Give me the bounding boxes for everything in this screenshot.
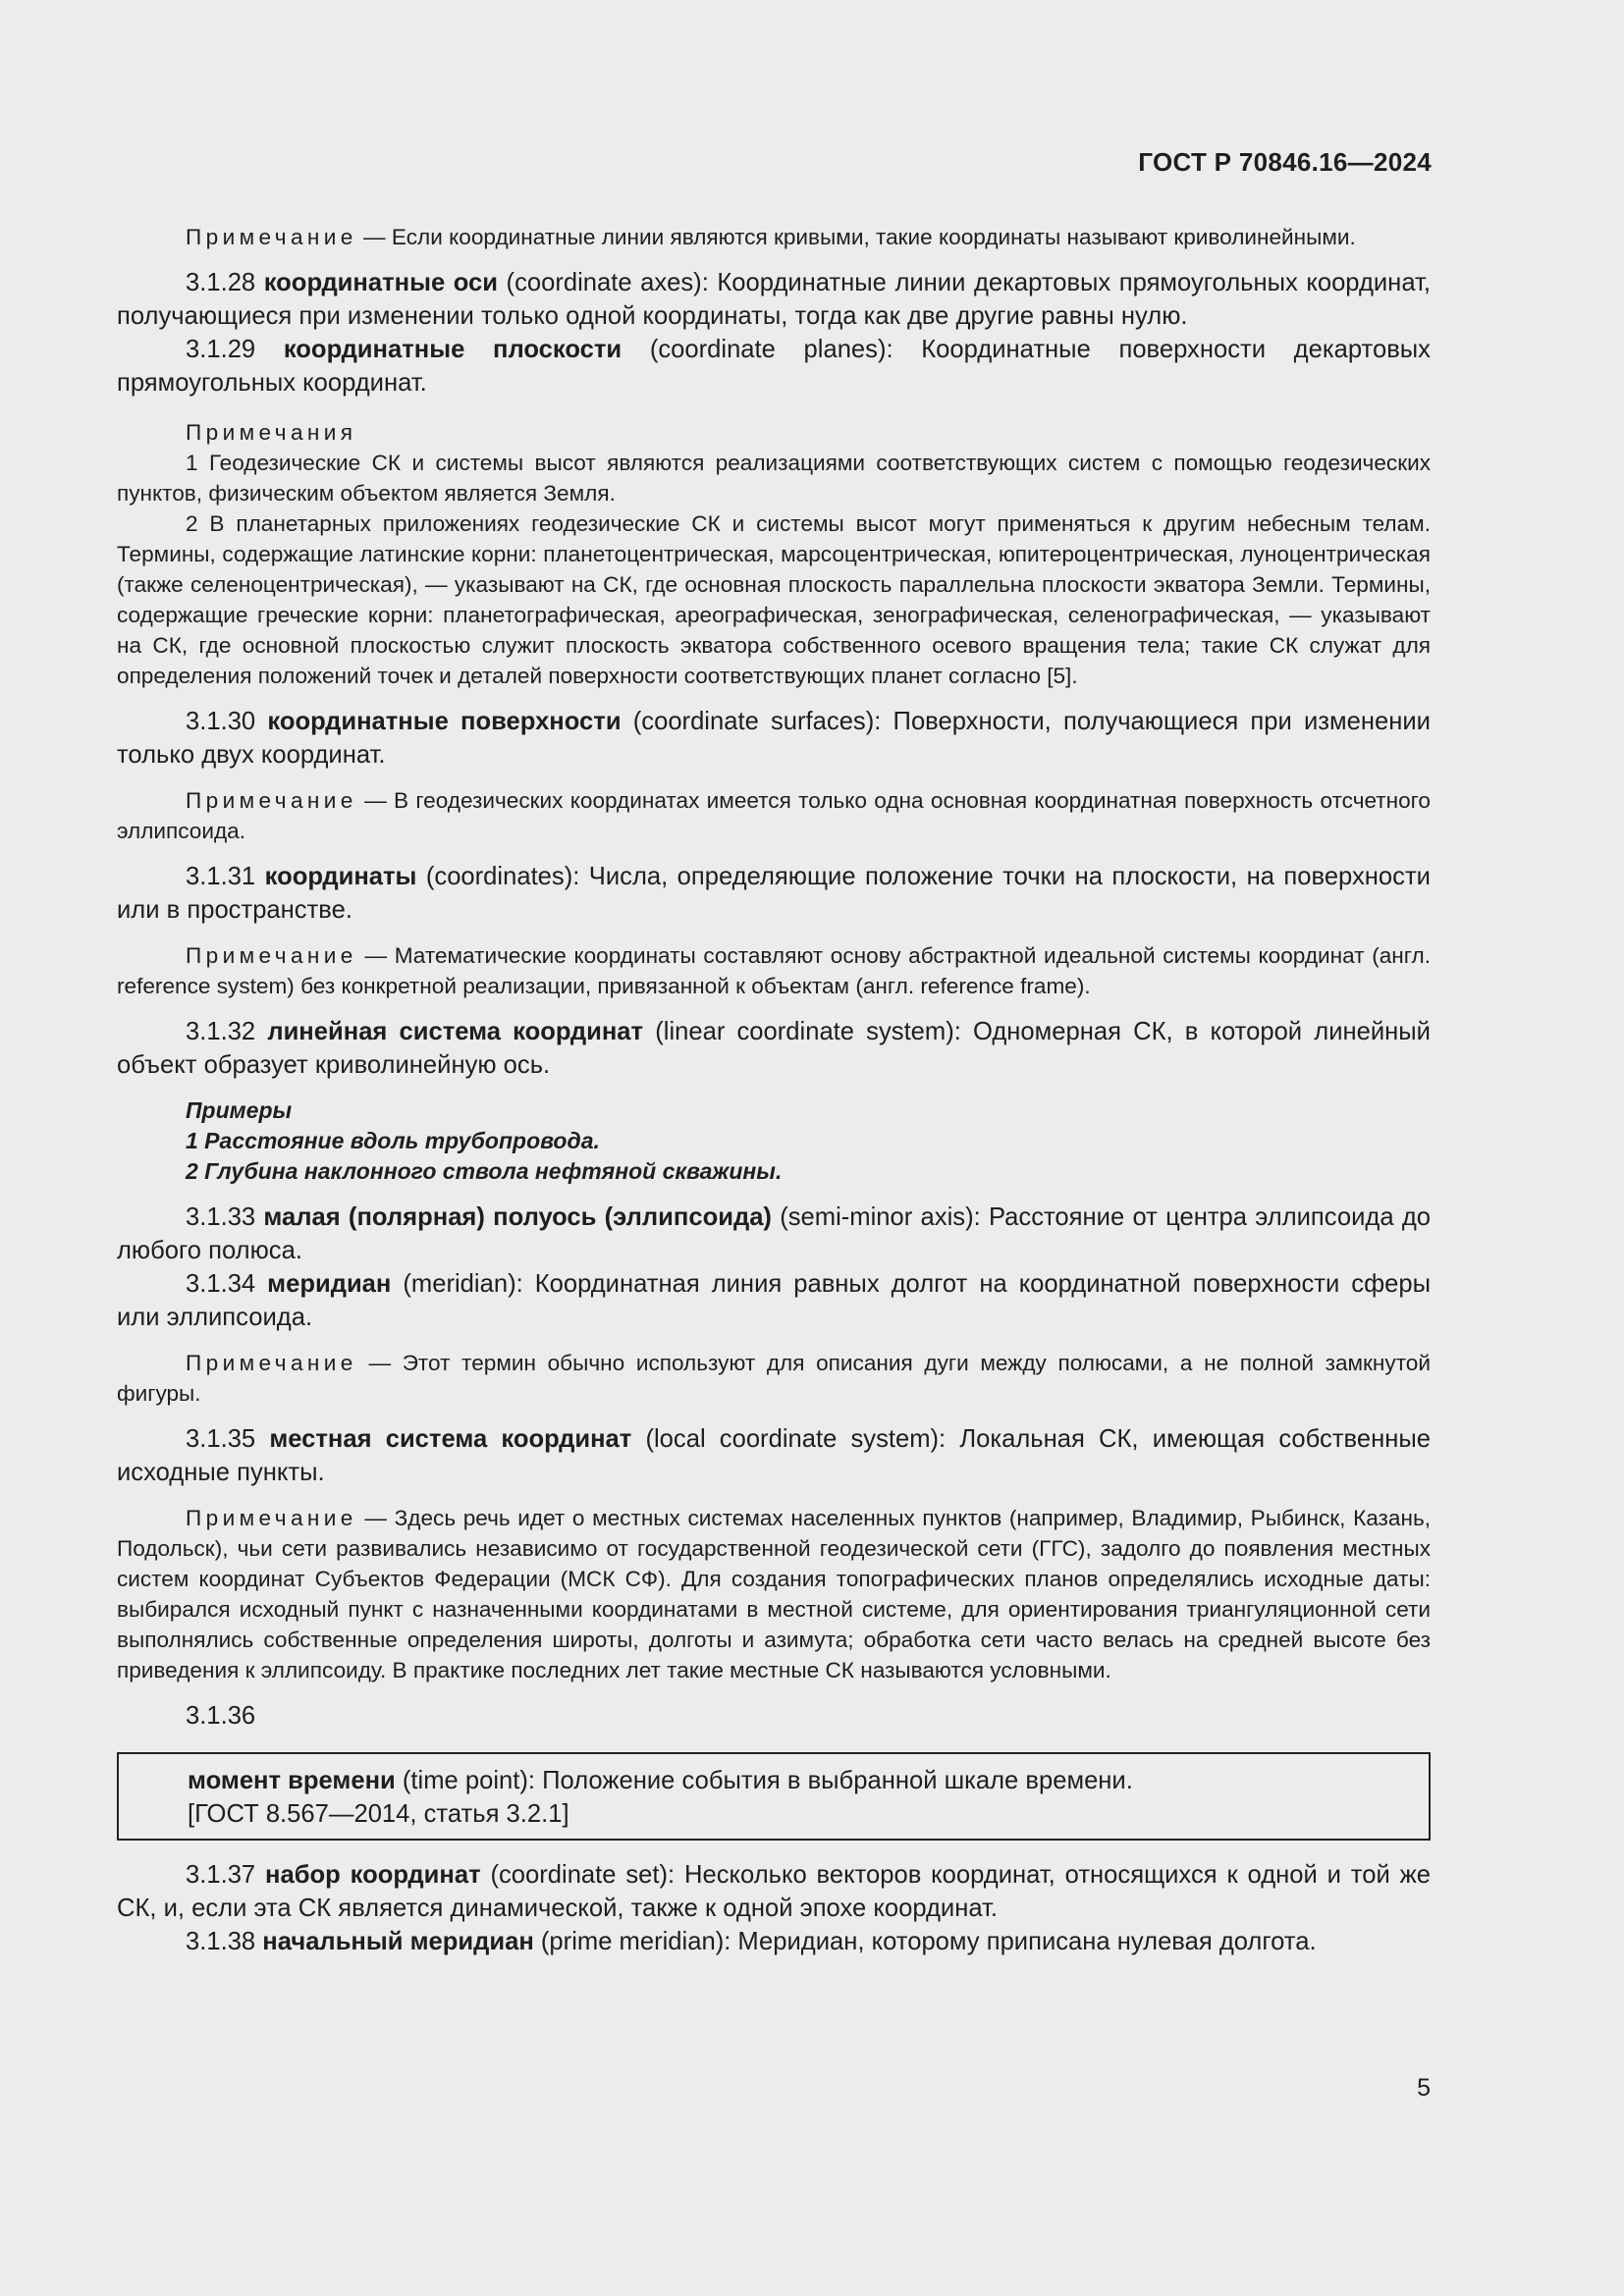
note-item-2: 2 В планетарных приложениях геодезические СК и системы высот могут применяться к другим небесным телам. Термины, содержащие латинские корни: планетоцентрическая, марсоцентрическая, юпитероцентрическая, луноцентрическая (также селеноцентрическая), — указывают на СК, где основная плоскость параллельна плоскости экватора Земли. Термины, содержащие греческие корни: планетографическая, ареографическая, зенографическая, селенографическая, — указывают на СК, где основной плоскостью служит плоскость экватора собственного осевого вращения тела; такие СК служат для определения положений точек и деталей поверхности соответствующих планет согласно [5]. [117,511,1431,688]
document-header: ГОСТ Р 70846.16—2024 [1138,147,1432,177]
note-3-1-34 [117,1348,1431,1409]
entry-number: 3.1.37 [186,1861,266,1889]
entry-definition: (local coordinate system): Локальная СК, имеющая собственные исходные пункты. [117,1425,1431,1486]
note-label: Примечание [186,1506,357,1530]
entry-definition: (linear coordinate system): Одномерная СК, в которой линейный объект образует криволинейную ось. [117,1018,1431,1079]
note-3-1-30 [117,785,1431,846]
entry-3-1-28 [117,266,1431,333]
entry-number: 3.1.38 [186,1928,263,1955]
note-text: — Если координатные линии являются кривыми, такие координаты называют криволинейными. [356,225,1356,249]
entry-definition: (coordinates): Числа, определяющие положение точки на плоскости, на поверхности или в пространстве. [117,863,1431,924]
entry-definition: (semi-minor axis): Расстояние от центра эллипсоида до любого полюса. [117,1203,1431,1264]
entry-definition: (coordinate planes): Координатные поверхности декартовых прямоугольных координат. [117,336,1431,397]
entry-reference: [ГОСТ 8.567—2014, статья 3.2.1] [188,1800,569,1828]
entry-3-1-34 [117,1267,1431,1334]
entry-term: координатные оси [263,269,498,296]
entry-definition: (meridian): Координатная линия равных долгот на координатной поверхности сферы или эллипсоида. [117,1270,1431,1331]
note-label: Примечание [186,1351,357,1375]
entry-3-1-30 [117,705,1431,772]
notes-heading [117,417,1431,448]
entry-term: линейная система координат [267,1018,644,1045]
entry-term: координаты [264,863,417,890]
entry-3-1-36-box [117,1752,1431,1841]
note-text: — Математические координаты составляют основу абстрактной идеальной системы координат (англ. reference system) без конкретной реализации, привязанной к объектам (англ. reference frame). [117,943,1431,998]
entry-3-1-35 [117,1422,1431,1489]
entry-number: 3.1.32 [186,1018,268,1045]
entry-number: 3.1.31 [186,863,265,890]
note-coordinate-lines [117,222,1431,252]
entry-number: 3.1.35 [186,1425,270,1453]
entry-3-1-38 [117,1925,1431,1958]
note-text: — Этот термин обычно используют для описания дуги между полюсами, а не полной замкнутой фигуры. [117,1351,1431,1406]
entry-definition: (prime meridian): Меридиан, которому приписана нулевая долгота. [533,1928,1317,1955]
entry-definition: (coordinate surfaces): Поверхности, получающиеся при изменении только двух координат. [117,708,1431,769]
entry-number: 3.1.28 [186,269,264,296]
note-label: Примечание [186,225,357,249]
entry-definition: (coordinate axes): Координатные линии декартовых прямоугольных координат, получающиеся при изменении только одной координаты, тогда как две другие равны нулю. [117,269,1431,330]
entry-3-1-32 [117,1015,1431,1082]
entry-term: момент времени [188,1767,396,1794]
entry-3-1-36-definition [188,1764,1429,1797]
entry-definition: (time point): Положение события в выбранной шкале времени. [395,1767,1133,1794]
notes-label: Примечания [186,420,357,445]
examples-heading: Примеры [186,1097,293,1123]
entry-definition: (coordinate set): Несколько векторов координат, относящихся к одной и той же СК, и, если эта СК является динамической, также к одной эпохе координат. [117,1861,1431,1922]
note-text: — Здесь речь идет о местных системах населенных пунктов (например, Владимир, Рыбинск, Казань, Подольск), чьи сети развивались независимо от государственной геодезической сети (ГГС), задолго до появления местных систем координат Субъектов Федерации (МСК СФ). Для создания топографических планов определялись исходные даты: выбирался исходный пункт с назначенными координатами в местной системе, для ориентирования триангуляционной сети выполнялись собственные определения широты, долготы и азимута; обработка сети часто велась на средней высоте без приведения к эллипсоиду. В практике последних лет такие местные СК называются условными. [117,1506,1431,1682]
example-item-2: 2 Глубина наклонного ствола нефтяной скважины. [186,1158,783,1184]
entry-term: малая (полярная) полуось (эллипсоида) [263,1203,772,1231]
document-body [117,222,1431,1958]
note-3-1-31 [117,940,1431,1001]
note-text: — В геодезических координатах имеется только одна основная координатная поверхность отсчетного эллипсоида. [117,788,1431,843]
entry-number: 3.1.33 [186,1203,264,1231]
example-item-1: 1 Расстояние вдоль трубопровода. [186,1128,600,1153]
entry-3-1-36-number: 3.1.36 [186,1702,256,1730]
note-label: Примечание [186,943,357,968]
entry-term: меридиан [267,1270,392,1298]
entry-term: начальный меридиан [262,1928,534,1955]
entry-3-1-37 [117,1858,1431,1925]
entry-3-1-33 [117,1201,1431,1267]
note-3-1-35 [117,1503,1431,1685]
note-label: Примечание [186,788,357,813]
entry-number: 3.1.29 [186,336,284,363]
entry-3-1-29 [117,333,1431,400]
entry-term: местная система координат [269,1425,632,1453]
note-item-1: 1 Геодезические СК и системы высот являются реализациями соответствующих систем с помощью геодезических пунктов, физическим объектом является Земля. [117,451,1431,506]
entry-term: координатные плоскости [283,336,623,363]
page-number: 5 [1417,2074,1431,2102]
entry-number: 3.1.30 [186,708,268,735]
entry-number: 3.1.34 [186,1270,268,1298]
entry-term: координатные поверхности [267,708,622,735]
entry-term: набор координат [265,1861,481,1889]
entry-3-1-31 [117,860,1431,927]
